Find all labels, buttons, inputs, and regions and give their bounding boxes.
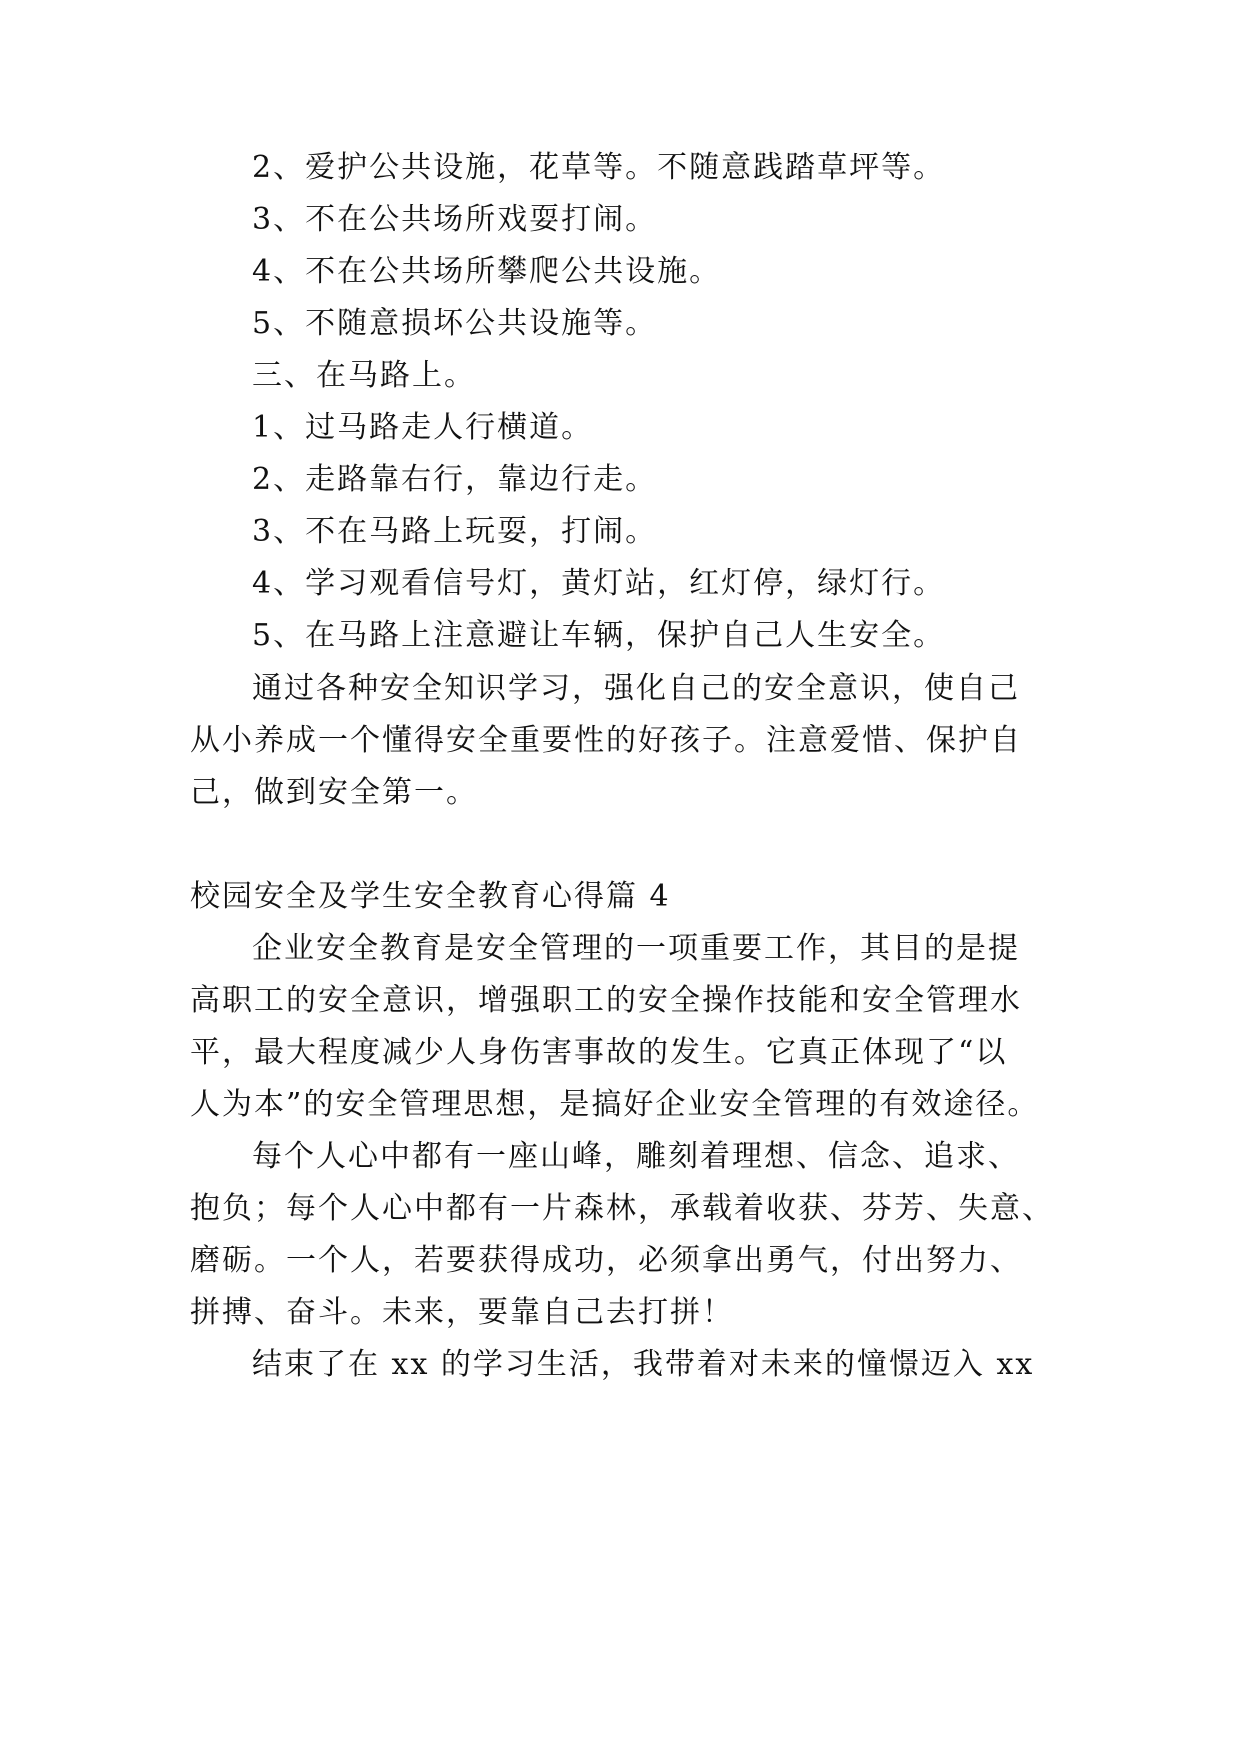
list-item: 3、不在马路上玩耍，打闹。 (252, 514, 658, 549)
paragraph-line: 企业安全教育是安全管理的一项重要工作，其目的是提 (252, 931, 1020, 966)
article-title: 校园安全及学生安全教育心得篇 4 (190, 879, 671, 914)
paragraph-line: 通过各种安全知识学习，强化自己的安全意识，使自己 (252, 671, 1020, 706)
list-item: 2、爱护公共设施，花草等。不随意践踏草坪等。 (252, 150, 946, 185)
paragraph-line: 人为本”的安全管理思想，是搞好企业安全管理的有效途径。 (190, 1087, 1040, 1122)
paragraph-line: 平，最大程度减少人身伤害事故的发生。它真正体现了“以 (190, 1035, 1008, 1070)
paragraph-line: 抱负；每个人心中都有一片森林，承载着收获、芬芳、失意、 (190, 1191, 1054, 1226)
paragraph-line: 从小养成一个懂得安全重要性的好孩子。注意爱惜、保护自 (190, 723, 1022, 758)
paragraph-line: 拼搏、奋斗。未来，要靠自己去打拼！ (190, 1295, 734, 1330)
paragraph-line: 高职工的安全意识，增强职工的安全操作技能和安全管理水 (190, 983, 1022, 1018)
list-item: 4、不在公共场所攀爬公共设施。 (252, 254, 722, 289)
paragraph-line: 磨砺。一个人，若要获得成功，必须拿出勇气，付出努力、 (190, 1243, 1022, 1278)
list-item: 5、不随意损坏公共设施等。 (252, 306, 658, 341)
list-item: 4、学习观看信号灯，黄灯站，红灯停，绿灯行。 (252, 566, 946, 601)
list-item: 1、过马路走人行横道。 (252, 410, 594, 445)
paragraph-line: 己，做到安全第一。 (190, 775, 478, 810)
list-item: 3、不在公共场所戏耍打闹。 (252, 202, 658, 237)
section-heading: 三、在马路上。 (252, 358, 476, 393)
list-item: 2、走路靠右行，靠边行走。 (252, 462, 658, 497)
list-item: 5、在马路上注意避让车辆，保护自己人生安全。 (252, 618, 946, 653)
paragraph-line: 每个人心中都有一座山峰，雕刻着理想、信念、追求、 (252, 1139, 1020, 1174)
paragraph-line: 结束了在 xx 的学习生活，我带着对未来的憧憬迈入 xx (252, 1347, 1035, 1382)
